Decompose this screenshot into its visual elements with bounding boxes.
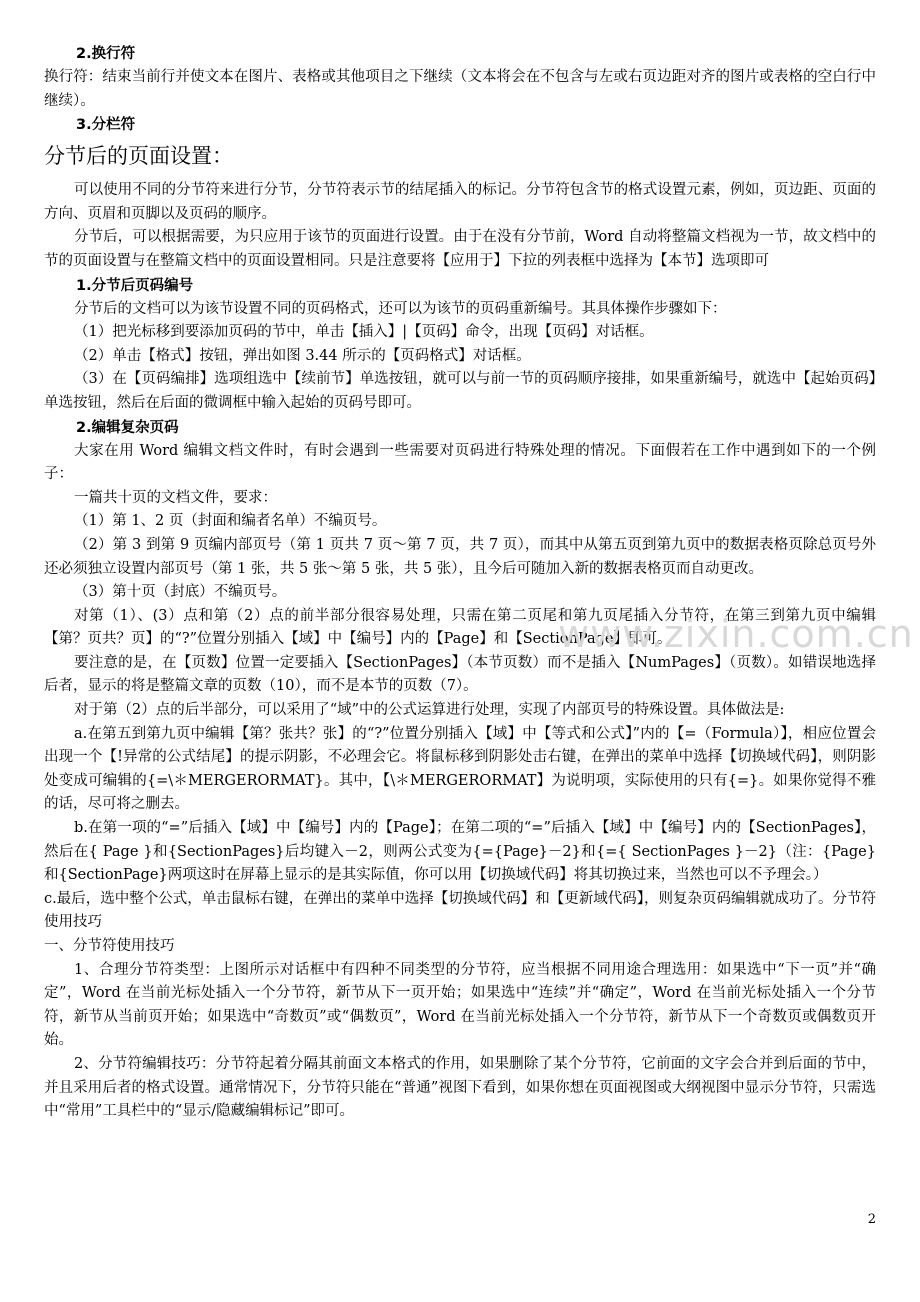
paragraph: （1）第 1、2 页（封面和编者名单）不编页号。 (74, 513, 387, 530)
paragraph: a.在第五到第九页中编辑【第？张共？张】的“?”位置分别插入【域】中【等式和公式】”内的【=（Formula）】，相应位置会出现一个【!异常的公式结尾】的提示阴影，不必理会它。将鼠标移到阴影处击右键，在弹出的菜单中选择【切换域代码】，则阴影处变成可编辑的{=\＊MERGERORMAT}。其中，【\＊MERGERORMAT】为说明项，实际使用的只有{=}。如果你觉得不雅的话，尽可将之删去。 (44, 725, 876, 813)
heading-page-setup: 分节后的页面设置： (44, 144, 233, 169)
heading-column-break: 3.分栏符 (76, 117, 136, 134)
page-number: 2 (867, 1212, 876, 1227)
paragraph: （2）第 3 到第 9 页编内部页号（第 1 页共 7 页～第 7 页，共 7 页），而其中从第五页到第九页中的数据表格页除总页号外还必须独立设置内部页号（第 1 张，共 5 张～第 5 张，共 5 张），且今后可随加入新的数据表格页而自动更改。 (44, 536, 876, 577)
paragraph: 一篇共十页的文档文件，要求： (74, 489, 277, 506)
paragraph: （2）单击【格式】按钮，弹出如图 3.44 所示的【页码格式】对话框。 (74, 347, 531, 364)
paragraph: b.在第一项的“=”后插入【域】中【编号】内的【Page】；在第二项的“=”后插入【域】中【编号】内的【SectionPages】，然后在{ Page }和{SectionPages}后均键入－2，则两公式变为{={Page}－2}和{={ SectionPages }－2}（注：{Page}和{SectionPage}两项这时在屏幕上显示的是其实际值，你可以用【切换域代码】将其切换过来，当然也可以不予理会。） (44, 820, 876, 884)
watermark: www.zixin.com.cn (558, 612, 914, 656)
paragraph: 可以使用不同的分节符来进行分节，分节符表示节的结尾插入的标记。分节符包含节的格式设置元素，例如，页边距、页面的方向、页眉和页脚以及页码的顺序。 (44, 182, 876, 222)
heading-complex-numbering: 2.编辑复杂页码 (76, 419, 179, 436)
paragraph: 分节后的文档可以为该节设置不同的页码格式，还可以为该节的页码重新编号。其具体操作步骤如下： (74, 300, 727, 317)
paragraph: 要注意的是，在【页数】位置一定要插入【SectionPages】（本节页数）而不是插入【NumPages】（页数）。如错误地选择后者，显示的将是整篇文章的页数（10），而不是本节的页数（7）。 (44, 654, 876, 695)
paragraph: 换行符：结束当前行并使文本在图片、表格或其他项目之下继续（文本将会在不包含与左或右页边距对齐的图片或表格的空白行中继续）。 (44, 69, 876, 109)
paragraph: 对于第（2）点的后半部分，可以采用了“域”中的公式运算进行处理，实现了内部页号的特殊设置。具体做法是: (74, 702, 785, 719)
heading-page-numbering: 1.分节后页码编号 (76, 277, 194, 294)
document-page (44, 42, 876, 1124)
paragraph: （1）把光标移到要添加页码的节中，单击【插入】|【页码】命令，出现【页码】对话框。 (74, 324, 654, 341)
paragraph: 2、分节符编辑技巧：分节符起着分隔其前面文本格式的作用，如果删除了某个分节符，它前面的文字会合并到后面的节中，并且采用后者的格式设置。通常情况下，分节符只能在“普通”视图下看到，如果你想在页面视图或大纲视图中显示分节符，只需选中“常用”工具栏中的“显示/隐藏编辑标记”即可。 (44, 1055, 876, 1120)
paragraph: 大家在用 Word 编辑文档文件时，有时会遇到一些需要对页码进行特殊处理的情况。下面假若在工作中遇到如下的一个例子： (44, 442, 876, 483)
paragraph: 分节后，可以根据需要，为只应用于该节的页面进行设置。由于在没有分节前，Word 自动将整篇文档视为一节，故文档中的节的页面设置与在整篇文档中的页面设置相同。只是注意要将【应用于】下拉的列表框中选择为【本节】选项即可 (44, 229, 876, 269)
heading-tips: 一、分节符使用技巧 (44, 938, 175, 954)
paragraph: 1、合理分节符类型：上图所示对话框中有四种不同类型的分节符，应当根据不同用途合理选用：如果选中“下一页”并“确定”，Word 在当前光标处插入一个分节符，新节从下一页开始；如果选中“连续”并“确定”，Word 在当前光标处插入一个分节符，新节从当前页开始；如果选中“奇数页”或“偶数页”，Word 在当前光标处插入一个分节符，新节从下一个奇数页或偶数页开始。 (44, 961, 876, 1049)
paragraph: 对第（1）、(3）点和第（2）点的前半部分很容易处理，只需在第二页尾和第九页尾插入分节符，在第三到第九页中编辑【第？页共？页】的“?”位置分别插入【域】中【编号】内的【Page】和【SectionPage】即可。 (44, 607, 876, 648)
paragraph: c.最后，选中整个公式，单击鼠标右键，在弹出的菜单中选择【切换域代码】和【更新域代码】，则复杂页码编辑就成功了。分节符使用技巧 (44, 890, 876, 931)
paragraph: （3）在【页码编排】选项组选中【续前节】单选按钮，就可以与前一节的页码顺序接排，如果重新编号，就选中【起始页码】单选按钮，然后在后面的微调框中输入起始的页码号即可。 (44, 371, 876, 411)
paragraph: （3）第十页（封底）不编页号。 (74, 584, 287, 601)
heading-line-break: 2.换行符 (76, 46, 136, 62)
